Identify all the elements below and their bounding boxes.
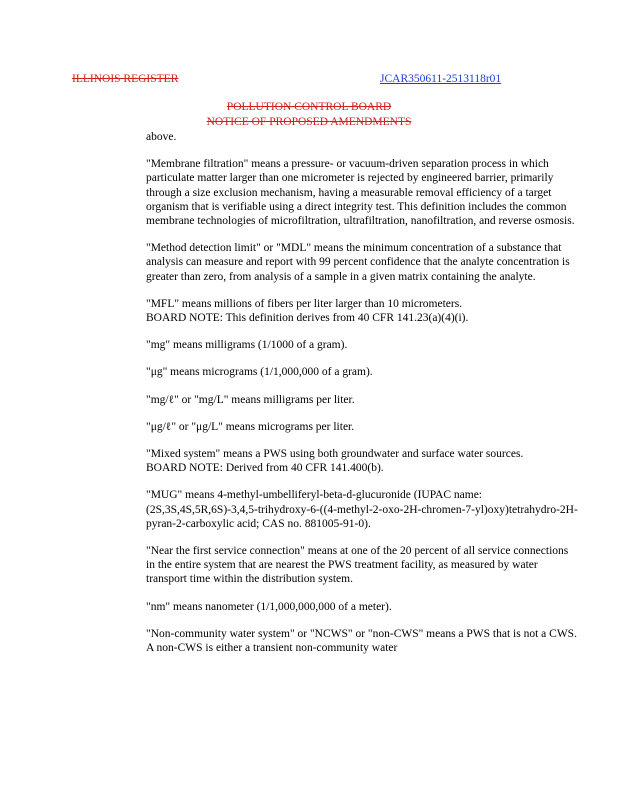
board-note: BOARD NOTE: Derived from 40 CFR 141.400(b). <box>146 462 384 475</box>
definition-membrane-filtration: "Membrane filtration" means a pressure- or vacuum-driven separation process in which particulate matter larger than one micrometer is rejected by engineered barrier, primarily through a size exclusion mechanism, having a measurable removal efficiency of a target organism that is verifiable using a direct integrity test. This definition includes the common membrane technologies of microfiltration, ultrafiltration, nanofiltration, and reverse osmosis. <box>146 158 575 228</box>
definition-near-first-service: "Near the first service connection" means at one of the 20 percent of all service connections in the entire system that are nearest the PWS treatment facility, as measured by water transport time within the distribution system. <box>146 545 569 586</box>
document-body <box>146 130 580 668</box>
definition-mfl: "MFL" means millions of fibers per liter larger than 10 micrometers. <box>146 297 463 310</box>
notice-title: NOTICE OF PROPOSED AMENDMENTS <box>206 116 412 128</box>
document-id[interactable]: JCAR350611-2513118r01 <box>380 73 502 85</box>
definition-ug-per-liter: "μg/ℓ" or "μg/L" means micrograms per liter. <box>146 420 355 433</box>
definition-mg: "mg" means milligrams (1/1000 of a gram). <box>146 339 348 352</box>
register-header: ILLINOIS REGISTER <box>72 73 179 85</box>
definition-nm: "nm" means nanometer (1/1,000,000,000 of a meter). <box>146 600 392 613</box>
paragraph: above. <box>146 131 177 143</box>
board-note: BOARD NOTE: This definition derives from 40 CFR 141.23(a)(4)(i). <box>146 312 469 325</box>
definition-ncws: "Non-community water system" or "NCWS" or "non-CWS" means a PWS that is not a CWS. A non-CWS is either a transient non-community water <box>146 627 577 655</box>
definition-mixed-system: "Mixed system" means a PWS using both groundwater and surface water sources. <box>146 448 524 461</box>
definition-mg-per-liter: "mg/ℓ" or "mg/L" means milligrams per liter. <box>146 393 355 406</box>
definition-mdl: "Method detection limit" or "MDL" means the minimum concentration of a substance that analysis can measure and report with 99 percent confidence that the analyte concentration is greater than zero, from analysis of a sample in a given matrix containing the analyte. <box>146 242 570 283</box>
definition-mug: "MUG" means 4-methyl-umbelliferyl-beta-d-glucuronide (IUPAC name: (2S,3S,4S,5R,6S)-3,4,5-trihydroxy-6-((4-methyl-2-oxo-2H-chromen-7-yl)oxy)tetrahydro-2H-pyran-2-carboxylic acid; CAS no. 881005-91-0). <box>146 489 578 530</box>
definition-ug: "μg" means micrograms (1/1,000,000 of a gram). <box>146 366 373 379</box>
agency-title: POLLUTION CONTROL BOARD <box>226 101 392 113</box>
